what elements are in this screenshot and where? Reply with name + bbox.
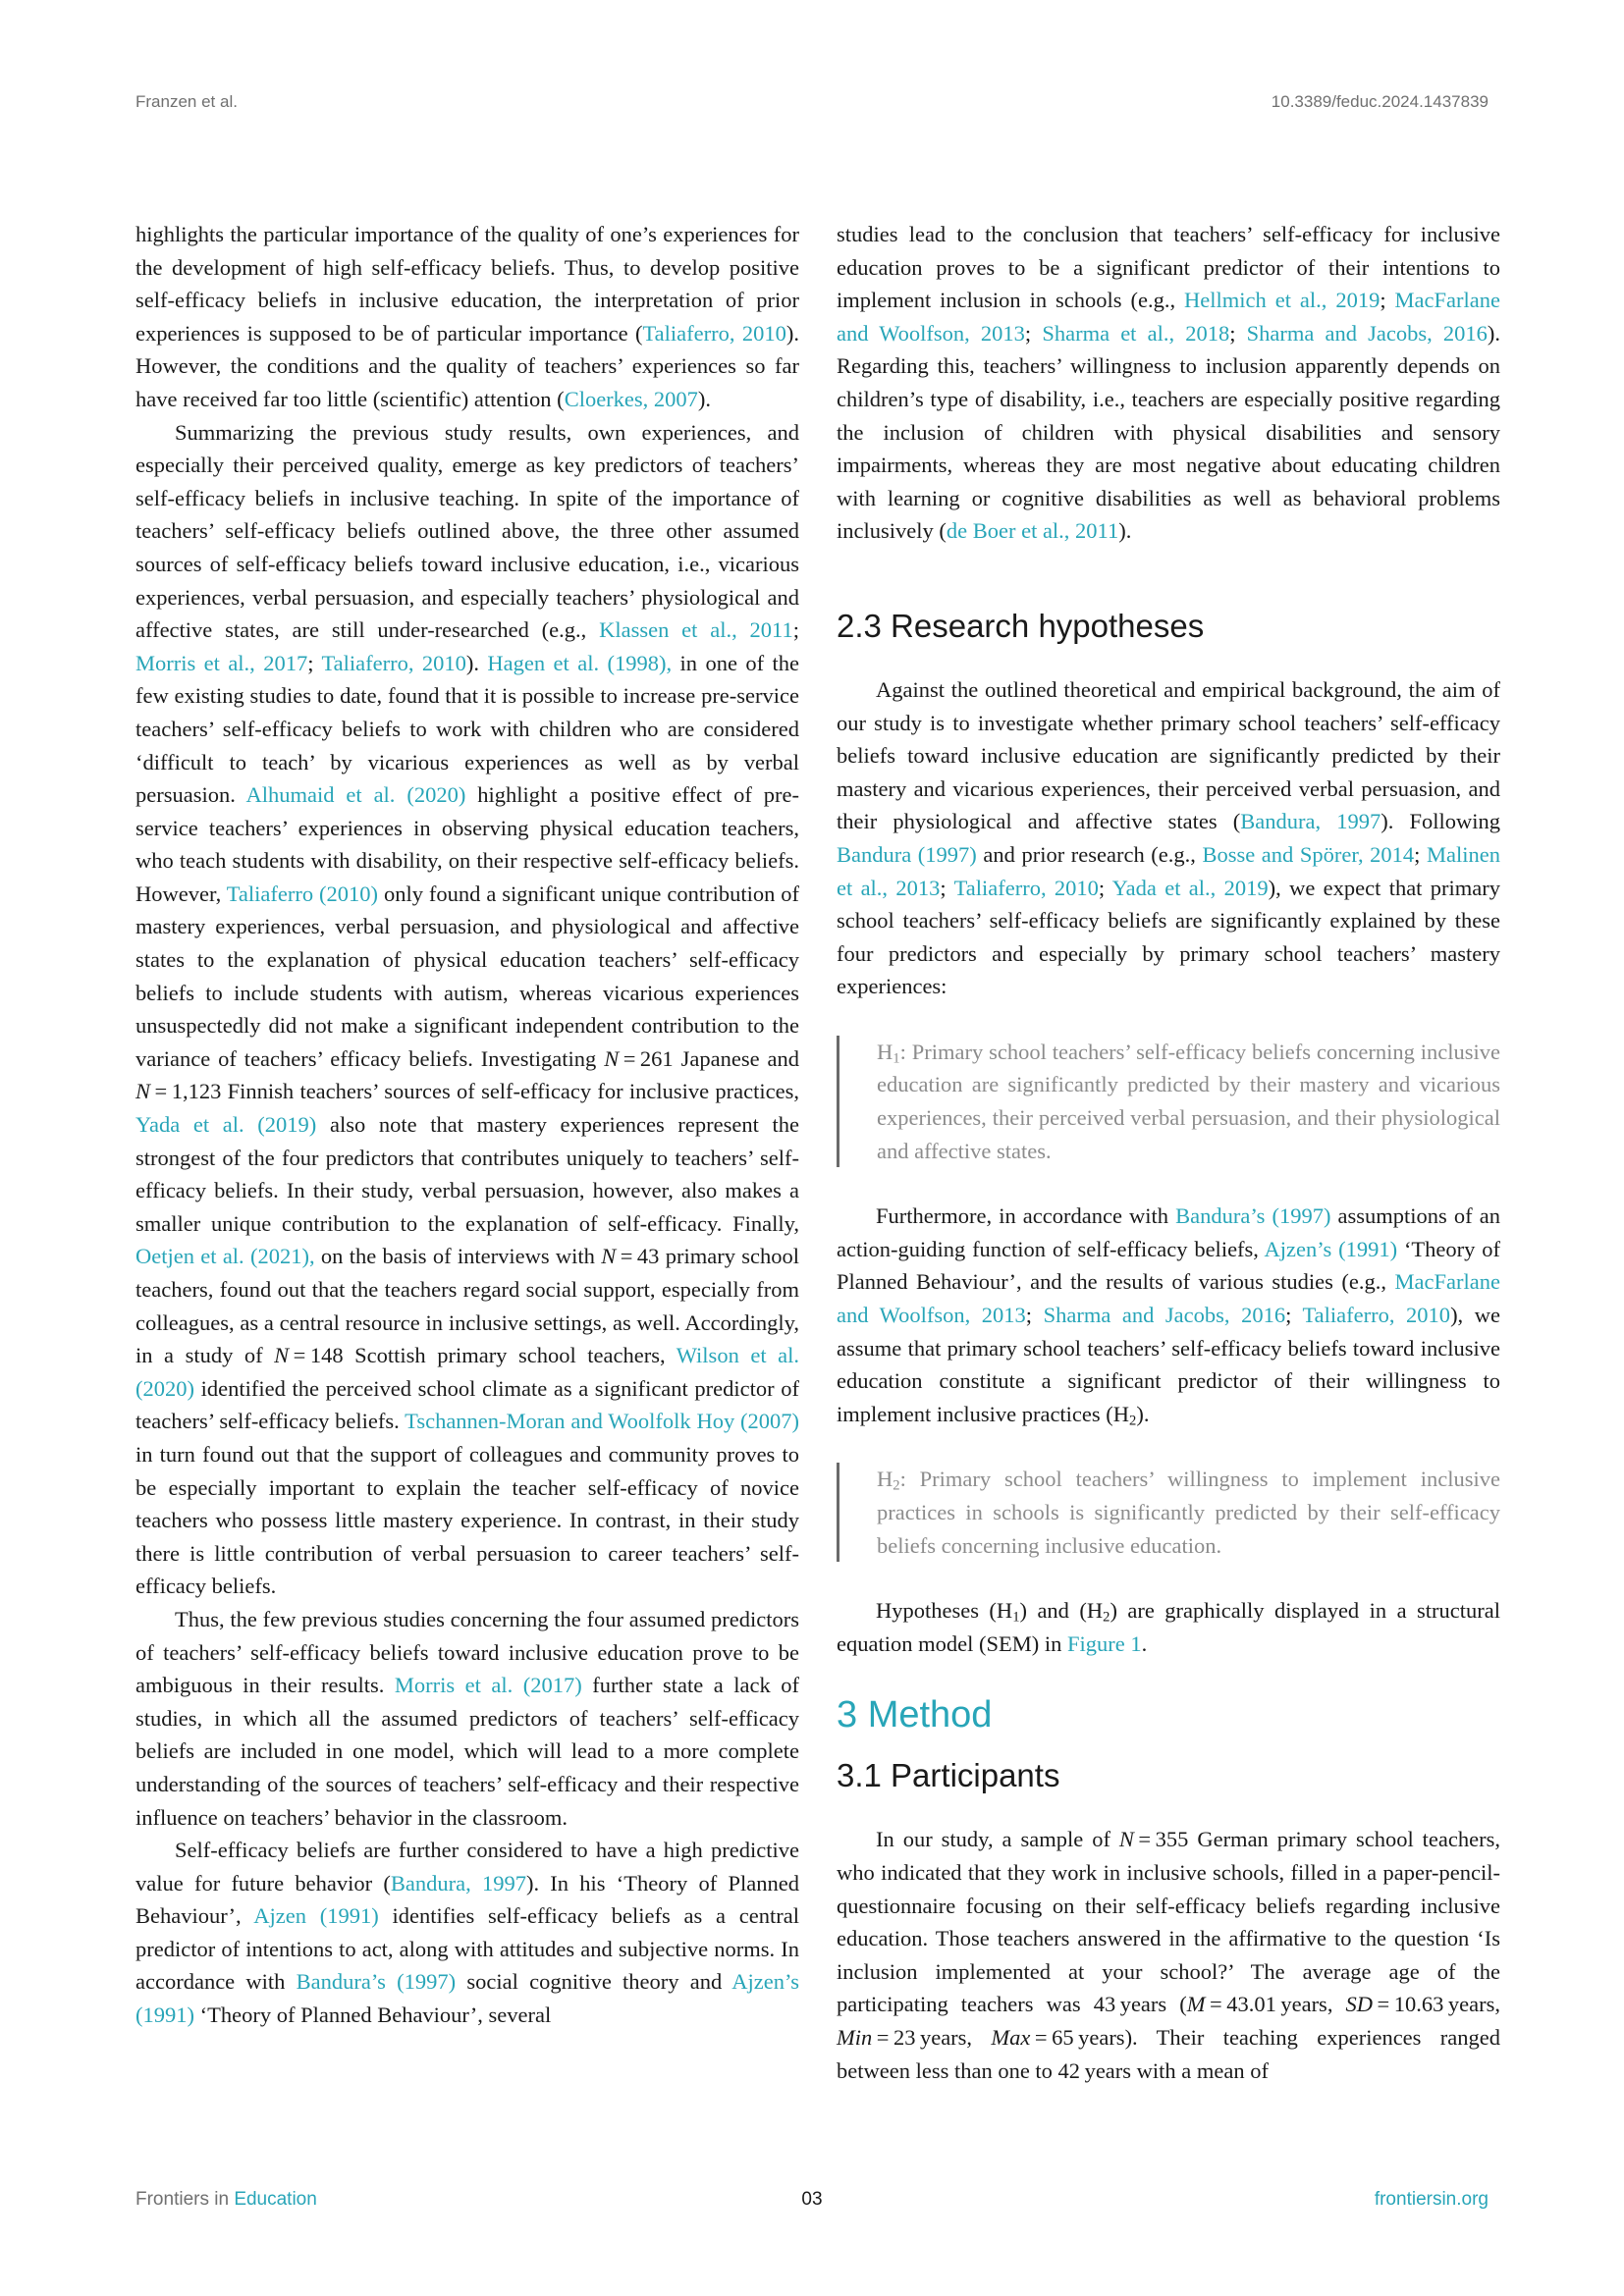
citation-link[interactable]: Oetjen et al. (2021),: [135, 1244, 315, 1269]
site-link[interactable]: frontiersin.org: [1374, 2189, 1489, 2210]
citation-link[interactable]: Taliaferro, 2010: [642, 320, 786, 346]
citation-link[interactable]: Wilson et al. (2020): [135, 1343, 799, 1401]
section-heading-method: 3 Method: [837, 1694, 993, 1736]
citation-link[interactable]: Bandura, 1997: [1240, 809, 1381, 834]
paragraph: Self-efficacy beliefs are further considered to have a high predictive value for future behavior (Bandura, 1997). In his ‘Theory of Planned Behaviour’, Ajzen (1991) identifies self-efficacy beliefs as a central predictor of intentions to act, along with attitudes and subjective norms. In accordance with Bandura’s (1997) social cognitive theory and Ajzen’s (1991) ‘Theory of Planned Behaviour’, several: [135, 1838, 800, 2028]
citation-link[interactable]: Ajzen (1991): [253, 1903, 379, 1929]
hypothesis-h1: $H_1$: Primary school teachers’ self-efficacy beliefs concerning inclusive education are significantly predicted by their mastery and vicarious experiences, their perceived verbal persuasion, and their physiological and affective states.: [837, 1036, 1500, 1167]
paragraph: studies lead to the conclusion that teachers’ self-efficacy for inclusive education proves to be a significant predictor of their intentions to implement inclusion in schools (e.g., Hellmich et al., 2019; MacFarlane and Woolfson, 2013; Sharma et al., 2018; Sharma and Jacobs, 2016). Regarding this, teachers’ willingness to inclusion apparently depends on children’s type of disability, i.e., teachers are especially positive regarding the inclusion of children with physical disabilities and sensory impairments, whereas they are most negative about educating children with learning or cognitive disabilities as well as behavioral problems inclusively (de Boer et al., 2011).: [837, 222, 1500, 544]
paragraph: Summarizing the previous study results, own experiences, and especially their perceived quality, emerge as key predictors of teachers’ self-efficacy beliefs in inclusive teaching. In spite of the importance of teachers’ self-efficacy beliefs outlined above, the three other assumed sources of self-efficacy beliefs toward inclusive education, i.e., vicarious experiences, verbal persuasion, and especially teachers’ physiological and affective states, are still under-researched (e.g., Klassen et al., 2011; Morris et al., 2017; Taliaferro, 2010). Hagen et al. (1998), in one of the few existing studies to date, found that it is possible to increase pre-service teachers’ self-efficacy beliefs to work with children who are considered ‘difficult to teach’ by vicarious experiences as well as by verbal persuasion. Alhumaid et al. (2020) highlight a positive effect of pre-service teachers’ experiences in observing physical education teachers, who teach students with disability, on their respective self-efficacy beliefs. However, Taliaferro (2010) only found a significant unique contribution of mastery experiences, verbal persuasion, and physiological and affective states to the explanation of physical education teachers’ self-efficacy beliefs to include students with autism, whereas vicarious experiences unsuspectedly did not make a significant independent contribution to the variance of teachers’ efficacy beliefs. Investigating N = 261 Japanese and N = 1,123 Finnish teachers’ sources of self-efficacy for inclusive practices, Yada et al. (2019) also note that mastery experiences represent the strongest of the four predictors that contributes uniquely to teachers’ self-efficacy beliefs. In their study, verbal persuasion, however, also makes a smaller unique contribution to the explanation of self-efficacy. Finally, Oetjen et al. (2021), on the basis of interviews with N = 43 primary school teachers, found out that the teachers regard social support, especially from colleagues, as a central resource in inclusive settings, as well. Accordingly, in a study of N = 148 Scottish primary school teachers, Wilson et al. (2020) identified the perceived school climate as a significant predictor of teachers’ self-efficacy beliefs. Tschannen-Moran and Woolfolk Hoy (2007) in turn found out that the support of colleagues and community proves to be especially important to explain the teacher self-efficacy of novice teachers who possess little mastery experience. In contrast, in their study there is little contribution of verbal persuasion to career teachers’ self-efficacy beliefs.: [135, 419, 799, 1599]
citation-link[interactable]: Klassen et al., 2011: [599, 617, 793, 643]
left-column: [135, 218, 799, 2032]
section-heading-participants: 3.1 Participants: [837, 1757, 1060, 1794]
citation-link[interactable]: Ajzen’s (1991): [135, 1969, 800, 2028]
citation-link[interactable]: Sharma and Jacobs, 2016: [1043, 1303, 1286, 1328]
citation-link[interactable]: Bandura, 1997: [390, 1870, 526, 1896]
page-number: 03: [801, 2189, 823, 2210]
paragraph: Furthermore, in accordance with Bandura’s (1997) assumptions of an action-guiding function of self-efficacy beliefs, Ajzen’s (1991) ‘Theory of Planned Behaviour’, and the results of various studies (e.g., MacFarlane and Woolfson, 2013; Sharma and Jacobs, 2016; Taliaferro, 2010), we assume that primary school teachers’ self-efficacy beliefs toward inclusive education constitute a significant predictor of their willingness to implement inclusive practices $(H_2)$.: [837, 1203, 1500, 1429]
paragraph: In our study, a sample of N = 355 German primary school teachers, who indicated that they work in inclusive schools, filled in a paper-pencil-questionnaire focusing on their self-efficacy beliefs regarding inclusive education. Those teachers answered in the affirmative to the question ‘Is inclusion implemented at your school?’ The average age of the participating teachers was 43 years (M = 43.01 years, SD = 10.63 years, Min = 23 years, Max = 65 years). Their teaching experiences ranged between less than one to 42 years with a mean of: [837, 1827, 1500, 2083]
citation-link[interactable]: MacFarlane and Woolfson, 2013: [837, 1269, 1500, 1328]
hypothesis-h2: $H_2$: Primary school teachers’ willingness to implement inclusive practices in schools is significantly predicted by their self-efficacy beliefs concerning inclusive education.: [837, 1463, 1500, 1562]
citation-link[interactable]: de Boer et al., 2011: [946, 518, 1119, 544]
citation-link[interactable]: Bandura (1997): [837, 841, 977, 867]
citation-link[interactable]: Bandura’s (1997): [296, 1969, 457, 1995]
citation-link[interactable]: Sharma et al., 2018: [1042, 320, 1230, 346]
citation-link[interactable]: Taliaferro, 2010: [321, 650, 466, 675]
citation-link[interactable]: Taliaferro (2010): [226, 881, 379, 906]
paragraph: Against the outlined theoretical and empirical background, the aim of our study is to investigate whether primary school teachers’ self-efficacy beliefs toward inclusive education are significantly predicted by their mastery and vicarious experiences, their perceived verbal persuasion, and their physiological and affective states (Bandura, 1997). Following Bandura (1997) and prior research (e.g., Bosse and Spörer, 2014; Malinen et al., 2013; Taliaferro, 2010; Yada et al., 2019), we expect that primary school teachers’ self-efficacy beliefs are significantly explained by these four predictors and especially by primary school teachers’ mastery experiences:: [837, 676, 1500, 999]
paragraph: Hypotheses $(H_1)$ and $(H_2)$ are graphically displayed in a structural equation model (SEM) in Figure 1.: [837, 1598, 1500, 1656]
running-authors: Franzen et al.: [135, 92, 238, 111]
citation-link[interactable]: Yada et al., 2019: [1111, 875, 1269, 900]
section-heading-research-hypotheses: 2.3 Research hypotheses: [837, 607, 1205, 644]
figure-link[interactable]: Figure 1: [1066, 1630, 1142, 1656]
right-column: [837, 218, 1500, 2087]
citation-link[interactable]: Morris et al. (2017): [394, 1673, 582, 1698]
citation-link[interactable]: MacFarlane and Woolfson, 2013: [837, 288, 1500, 346]
citation-link[interactable]: Alhumaid et al. (2020): [245, 782, 466, 808]
citation-link[interactable]: Malinen et al., 2013: [837, 841, 1500, 900]
paragraph: Thus, the few previous studies concerning the four assumed predictors of teachers’ self-efficacy beliefs toward inclusive education prove to be ambiguous in their results. Morris et al. (2017) further state a lack of studies, in which all the assumed predictors of teachers’ self-efficacy beliefs are included in one model, which will lead to a more complete understanding of the sources of teachers’ self-efficacy and their respective influence on teachers’ behavior in the classroom.: [135, 1606, 799, 1830]
citation-link[interactable]: Cloerkes, 2007: [564, 386, 698, 411]
citation-link[interactable]: Ajzen’s (1991): [1264, 1236, 1398, 1261]
citation-link[interactable]: Sharma and Jacobs, 2016: [1246, 320, 1488, 346]
citation-link[interactable]: Morris et al., 2017: [135, 650, 308, 675]
journal-name: Frontiers in Education: [135, 2189, 317, 2210]
citation-link[interactable]: Tschannen-Moran and Woolfolk Hoy (2007): [405, 1409, 799, 1434]
paragraph: highlights the particular importance of the quality of one’s experiences for the development of high self-efficacy beliefs. Thus, to develop positive self-efficacy beliefs in inclusive education, the interpretation of prior experiences is supposed to be of particular importance (Taliaferro, 2010). However, the conditions and the quality of teachers’ experiences so far have received far too little (scientific) attention (Cloerkes, 2007).: [135, 222, 799, 411]
citation-link[interactable]: Taliaferro, 2010: [1302, 1303, 1451, 1328]
doi[interactable]: 10.3389/feduc.2024.1437839: [1271, 92, 1489, 111]
citation-link[interactable]: Yada et al. (2019): [135, 1112, 317, 1138]
citation-link[interactable]: Bosse and Spörer, 2014: [1202, 841, 1415, 867]
citation-link[interactable]: Hellmich et al., 2019: [1184, 288, 1380, 313]
citation-link[interactable]: Hagen et al. (1998),: [487, 650, 673, 675]
citation-link[interactable]: Bandura’s (1997): [1175, 1203, 1331, 1229]
citation-link[interactable]: Taliaferro, 2010: [953, 875, 1099, 900]
